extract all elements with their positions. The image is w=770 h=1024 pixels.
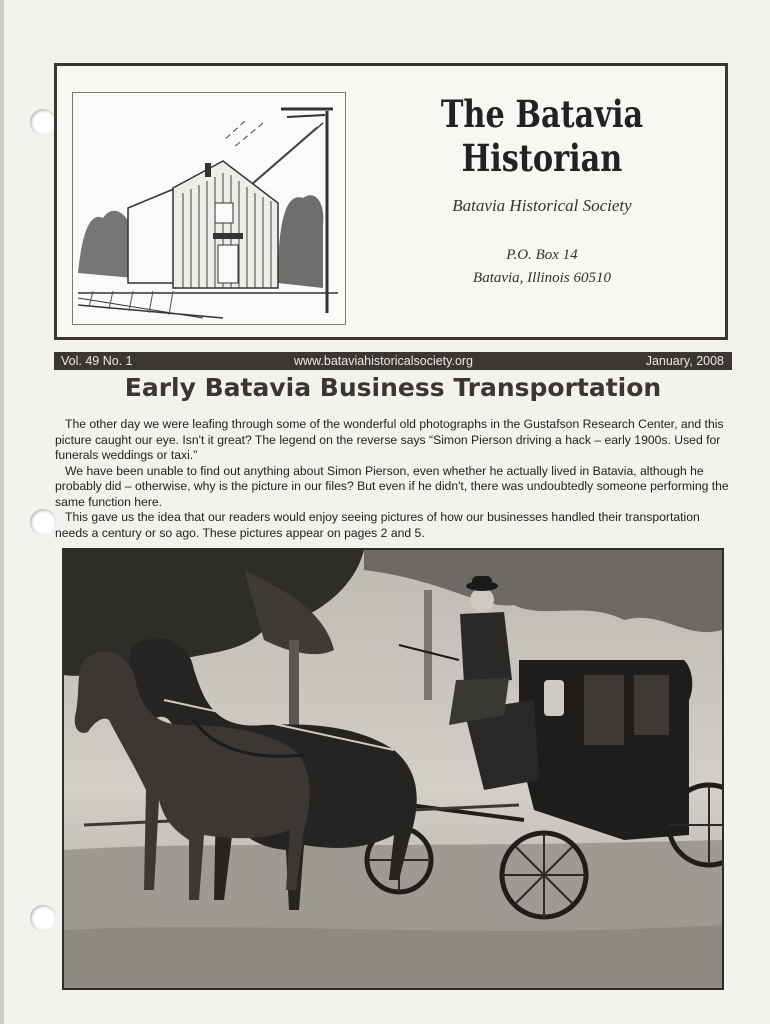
train-depot-sketch-icon	[72, 92, 346, 325]
article-headline: Early Batavia Business Transportation	[124, 373, 662, 402]
mailing-address	[377, 244, 707, 290]
page-edge	[0, 0, 4, 1024]
horse-drawn-hack-photo-icon	[62, 548, 724, 990]
binder-hole-bottom	[30, 905, 56, 931]
article-paragraph: We have been unable to find out anything about Simon Pierson, even whether he actually lived in Batavia, although he probably did – otherwise, why is the picture in our files? But even if he didn't, there was undoubtedly someone performing the same function here.	[55, 463, 729, 509]
society-name: Batavia Historical Society	[452, 196, 632, 215]
website-link[interactable]: www.bataviahistoricalsociety.org	[294, 354, 474, 368]
binder-hole-middle	[30, 509, 56, 535]
volume-number: Vol. 49 No. 1	[61, 354, 133, 368]
address-line-1: P.O. Box 14	[506, 247, 578, 263]
masthead	[54, 63, 728, 340]
article-paragraph: This gave us the idea that our readers would enjoy seeing pictures of how our businesses handled their transportation needs a century or so ago. These pictures appear on pages 2 and 5.	[55, 510, 700, 540]
binder-hole-top	[30, 109, 56, 135]
newsletter-title: The Batavia Historian	[440, 92, 644, 180]
issue-date: January, 2008	[645, 354, 724, 368]
article-paragraph: The other day we were leafing through some of the wonderful old photographs in the Gustafson Research Center, and this picture caught our eye. Isn't it great? The legend on the reverse says “Simon Pierson driving a hack – early 1900s. Used for funerals weddings or taxi.”	[55, 417, 724, 462]
address-line-2: Batavia, Illinois 60510	[473, 270, 611, 286]
article-body	[55, 417, 733, 541]
issue-info-bar	[54, 352, 732, 370]
